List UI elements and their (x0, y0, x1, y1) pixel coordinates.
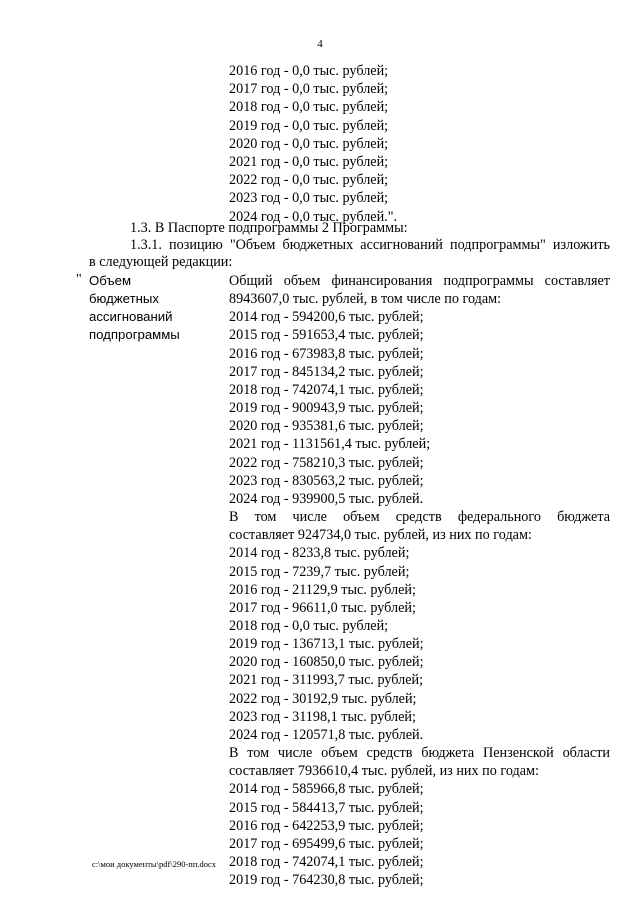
total-line2: 8943607,0 тыс. рублей, в том числе по годам: (229, 291, 502, 308)
list-item: 2016 год - 642253,9 тыс. рублей; (229, 817, 424, 834)
list-item: 2022 год - 30192,9 тыс. рублей; (229, 690, 417, 707)
list-item: 2023 год - 0,0 тыс. рублей; (229, 190, 389, 207)
list-item: 2018 год - 0,0 тыс. рублей; (229, 99, 389, 116)
section-heading-1-3: 1.3. В Паспорте подпрограммы 2 Программы: (130, 220, 408, 236)
list-item: 2017 год - 845134,2 тыс. рублей; (229, 363, 424, 380)
regional-line2: составляет 7936610,4 тыс. рублей, из них по годам: (229, 763, 539, 780)
list-item: 2014 год - 594200,6 тыс. рублей; (229, 309, 424, 326)
list-item: 2019 год - 0,0 тыс. рублей; (229, 117, 389, 134)
federal-line2: составляет 924734,0 тыс. рублей, из них по годам: (229, 527, 532, 544)
list-item: 2023 год - 31198,1 тыс. рублей; (229, 708, 416, 725)
section-1-3-1-line1: 1.3.1. позицию "Объем бюджетных ассигнований подпрограммы" изложить (130, 237, 610, 253)
label-line: ассигнований (89, 309, 173, 324)
footer-file-path: c:\мои документы\pdf\290-пп.docx (92, 859, 217, 869)
list-item: 2019 год - 136713,1 тыс. рублей; (229, 636, 424, 653)
list-item: 2019 год - 764230,8 тыс. рублей; (229, 872, 424, 889)
list-item: 2015 год - 591653,4 тыс. рублей; (229, 327, 424, 344)
page-number: 4 (317, 38, 323, 50)
list-item: 2024 год - 0,0 тыс. рублей.". (229, 208, 398, 225)
list-item: 2024 год - 939900,5 тыс. рублей. (229, 490, 424, 507)
list-item: 2023 год - 830563,2 тыс. рублей; (229, 472, 424, 489)
regional-line1: В том числе объем средств бюджета Пензенской области (229, 745, 610, 762)
list-item: 2018 год - 742074,1 тыс. рублей; (229, 381, 424, 398)
list-item: 2018 год - 742074,1 тыс. рублей; (229, 854, 424, 870)
label-line: подпрограммы (89, 327, 180, 342)
list-item: 2018 год - 0,0 тыс. рублей; (229, 617, 389, 634)
list-item: 2022 год - 0,0 тыс. рублей; (229, 172, 389, 189)
list-item: 2016 год - 673983,8 тыс. рублей; (229, 345, 424, 362)
list-item: 2021 год - 311993,7 тыс. рублей; (229, 672, 424, 689)
section-1-3-1-line2: в следующей редакции: (89, 254, 233, 270)
label-line: бюджетных (89, 291, 159, 306)
table-label-cell (89, 272, 180, 344)
list-item: 2019 год - 900943,9 тыс. рублей; (229, 400, 424, 417)
list-item: 2017 год - 96611,0 тыс. рублей; (229, 599, 416, 616)
list-item: 2020 год - 935381,6 тыс. рублей; (229, 418, 424, 435)
table-value-cell (229, 272, 610, 889)
list-item: 2015 год - 584413,7 тыс. рублей; (229, 799, 424, 816)
federal-line1: В том числе объем средств федерального бюджета (229, 509, 610, 526)
total-line1: Общий объем финансирования подпрограммы составляет (229, 273, 610, 289)
list-item: 2016 год - 0,0 тыс. рублей; (229, 63, 389, 79)
list-item: 2021 год - 0,0 тыс. рублей; (229, 154, 389, 171)
list-item: 2020 год - 160850,0 тыс. рублей; (229, 654, 424, 671)
list-item: 2022 год - 758210,3 тыс. рублей; (229, 454, 424, 471)
list-item: 2017 год - 0,0 тыс. рублей; (229, 81, 389, 98)
list-item: 2021 год - 1131561,4 тыс. рублей; (229, 436, 431, 453)
list-item: 2015 год - 7239,7 тыс. рублей; (229, 563, 410, 580)
top-year-list (229, 62, 397, 226)
list-item: 2020 год - 0,0 тыс. рублей; (229, 135, 389, 152)
open-quote: " (76, 272, 82, 287)
list-item: 2017 год - 695499,6 тыс. рублей; (229, 835, 424, 852)
list-item: 2014 год - 585966,8 тыс. рублей; (229, 781, 424, 798)
list-item: 2016 год - 21129,9 тыс. рублей; (229, 581, 416, 598)
list-item: 2024 год - 120571,8 тыс. рублей. (229, 726, 424, 743)
label-line: Объем (89, 273, 132, 288)
list-item: 2014 год - 8233,8 тыс. рублей; (229, 545, 410, 562)
